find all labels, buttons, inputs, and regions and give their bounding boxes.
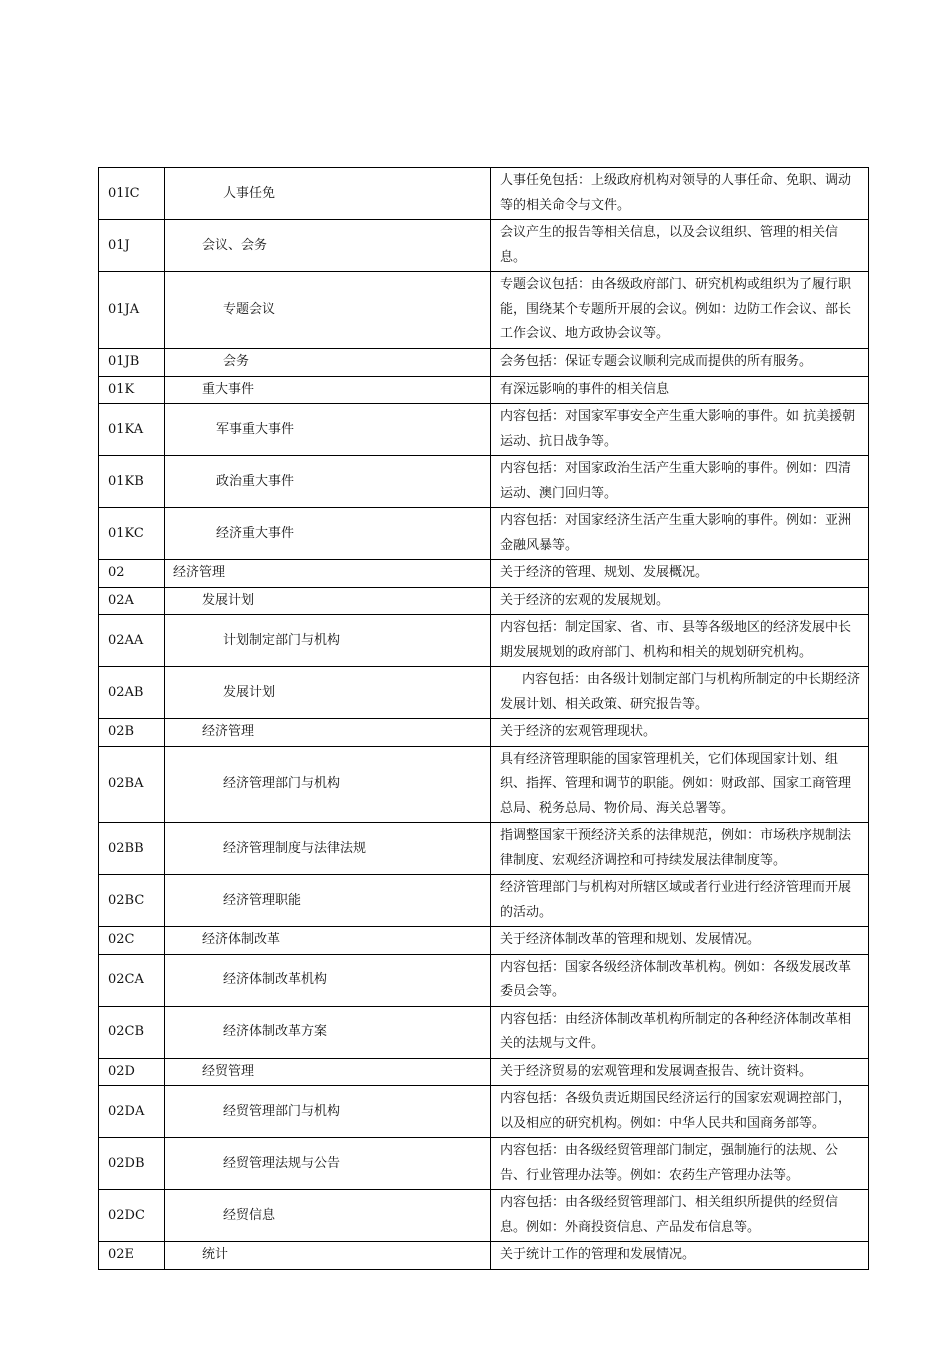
- category-description: 内容包括：由各级计划制定部门与机构所制定的中长期经济发展计划、相关政策、研究报告等。: [491, 667, 869, 719]
- category-name: 经济管理职能: [165, 875, 491, 927]
- category-name: 经济管理部门与机构: [165, 746, 491, 823]
- table-row: [99, 927, 869, 955]
- category-code: 02CB: [99, 1006, 165, 1058]
- category-code: 02B: [99, 719, 165, 747]
- category-code: 01IC: [99, 168, 165, 220]
- classification-table-page: [98, 167, 869, 1270]
- category-code: 01J: [99, 220, 165, 272]
- table-row: [99, 508, 869, 560]
- category-name: 重大事件: [165, 376, 491, 404]
- category-code: 01KC: [99, 508, 165, 560]
- table-row: [99, 1138, 869, 1190]
- category-description: 关于经济的宏观的发展规划。: [491, 587, 869, 615]
- table-row: [99, 719, 869, 747]
- category-description: 内容包括：各级负责近期国民经济运行的国家宏观调控部门，以及相应的研究机构。例如：中华人民共和国商务部等。: [491, 1086, 869, 1138]
- category-code: 01JB: [99, 349, 165, 377]
- category-description: 内容包括：对国家经济生活产生重大影响的事件。例如：亚洲金融风暴等。: [491, 508, 869, 560]
- category-description: 指调整国家干预经济关系的法律规范，例如：市场秩序规制法律制度、宏观经济调控和可持续发展法律制度等。: [491, 823, 869, 875]
- category-description: 关于经济贸易的宏观管理和发展调查报告、统计资料。: [491, 1058, 869, 1086]
- category-name: 经济体制改革机构: [165, 954, 491, 1006]
- table-row: [99, 349, 869, 377]
- category-code: 02DA: [99, 1086, 165, 1138]
- table-row: [99, 220, 869, 272]
- table-row: [99, 587, 869, 615]
- category-code: 01K: [99, 376, 165, 404]
- category-code: 02D: [99, 1058, 165, 1086]
- category-description: 具有经济管理职能的国家管理机关，它们体现国家计划、组织、指挥、管理和调节的职能。例如：财政部、国家工商管理总局、税务总局、物价局、海关总署等。: [491, 746, 869, 823]
- table-body: [99, 168, 869, 1270]
- category-name: 政治重大事件: [165, 456, 491, 508]
- category-description: 关于经济的管理、规划、发展概况。: [491, 560, 869, 588]
- category-code: 02DC: [99, 1190, 165, 1242]
- category-name: 经济管理: [165, 719, 491, 747]
- category-code: 02BA: [99, 746, 165, 823]
- category-name: 经贸信息: [165, 1190, 491, 1242]
- table-row: [99, 1006, 869, 1058]
- table-row: [99, 1242, 869, 1270]
- table-row: [99, 376, 869, 404]
- category-name: 发展计划: [165, 587, 491, 615]
- category-description: 内容包括：对国家军事安全产生重大影响的事件。如 抗美援朝运动、抗日战争等。: [491, 404, 869, 456]
- table-row: [99, 667, 869, 719]
- category-description: 有深远影响的事件的相关信息: [491, 376, 869, 404]
- category-description: 关于统计工作的管理和发展情况。: [491, 1242, 869, 1270]
- category-code: 02A: [99, 587, 165, 615]
- category-description: 关于经济的宏观管理现状。: [491, 719, 869, 747]
- category-name: 统计: [165, 1242, 491, 1270]
- table-row: [99, 168, 869, 220]
- category-name: 经济管理: [165, 560, 491, 588]
- category-code: 02BB: [99, 823, 165, 875]
- category-code: 01JA: [99, 272, 165, 349]
- category-name: 会务: [165, 349, 491, 377]
- category-description: 内容包括：由经济体制改革机构所制定的各种经济体制改革相关的法规与文件。: [491, 1006, 869, 1058]
- category-code: 01KA: [99, 404, 165, 456]
- category-description: 内容包括：国家各级经济体制改革机构。例如：各级发展改革委员会等。: [491, 954, 869, 1006]
- category-code: 02CA: [99, 954, 165, 1006]
- category-name: 军事重大事件: [165, 404, 491, 456]
- category-name: 计划制定部门与机构: [165, 615, 491, 667]
- category-name: 经贸管理部门与机构: [165, 1086, 491, 1138]
- table-row: [99, 1190, 869, 1242]
- category-description: 专题会议包括：由各级政府部门、研究机构或组织为了履行职能，围绕某个专题所开展的会议。例如：边防工作会议、部长工作会议、地方政协会议等。: [491, 272, 869, 349]
- category-code: 02BC: [99, 875, 165, 927]
- table-row: [99, 954, 869, 1006]
- category-name: 专题会议: [165, 272, 491, 349]
- category-name: 人事任免: [165, 168, 491, 220]
- category-description: 关于经济体制改革的管理和规划、发展情况。: [491, 927, 869, 955]
- category-name: 经济重大事件: [165, 508, 491, 560]
- table-row: [99, 875, 869, 927]
- category-description: 经济管理部门与机构对所辖区域或者行业进行经济管理而开展的活动。: [491, 875, 869, 927]
- category-name: 经济体制改革: [165, 927, 491, 955]
- table-row: [99, 404, 869, 456]
- category-code: 02: [99, 560, 165, 588]
- table-row: [99, 272, 869, 349]
- category-code: 02AB: [99, 667, 165, 719]
- category-code: 02C: [99, 927, 165, 955]
- table-row: [99, 1058, 869, 1086]
- category-name: 发展计划: [165, 667, 491, 719]
- category-name: 经济体制改革方案: [165, 1006, 491, 1058]
- category-description: 内容包括：由各级经贸管理部门制定，强制施行的法规、公告、行业管理办法等。例如：农药生产管理办法等。: [491, 1138, 869, 1190]
- category-name: 经贸管理法规与公告: [165, 1138, 491, 1190]
- category-description: 会务包括：保证专题会议顺利完成而提供的所有服务。: [491, 349, 869, 377]
- category-code: 02DB: [99, 1138, 165, 1190]
- category-description: 内容包括：制定国家、省、市、县等各级地区的经济发展中长期发展规划的政府部门、机构和相关的规划研究机构。: [491, 615, 869, 667]
- category-code: 02E: [99, 1242, 165, 1270]
- category-name: 经贸管理: [165, 1058, 491, 1086]
- table-row: [99, 456, 869, 508]
- category-description: 会议产生的报告等相关信息，以及会议组织、管理的相关信息。: [491, 220, 869, 272]
- table-row: [99, 823, 869, 875]
- category-description: 内容包括：对国家政治生活产生重大影响的事件。例如：四清运动、澳门回归等。: [491, 456, 869, 508]
- category-name: 经济管理制度与法律法规: [165, 823, 491, 875]
- category-code: 02AA: [99, 615, 165, 667]
- table-row: [99, 615, 869, 667]
- classification-table: [98, 167, 869, 1270]
- category-code: 01KB: [99, 456, 165, 508]
- category-name: 会议、会务: [165, 220, 491, 272]
- category-description: 人事任免包括：上级政府机构对领导的人事任命、免职、调动等的相关命令与文件。: [491, 168, 869, 220]
- category-description: 内容包括：由各级经贸管理部门、相关组织所提供的经贸信息。例如：外商投资信息、产品发布信息等。: [491, 1190, 869, 1242]
- table-row: [99, 1086, 869, 1138]
- table-row: [99, 560, 869, 588]
- table-row: [99, 746, 869, 823]
